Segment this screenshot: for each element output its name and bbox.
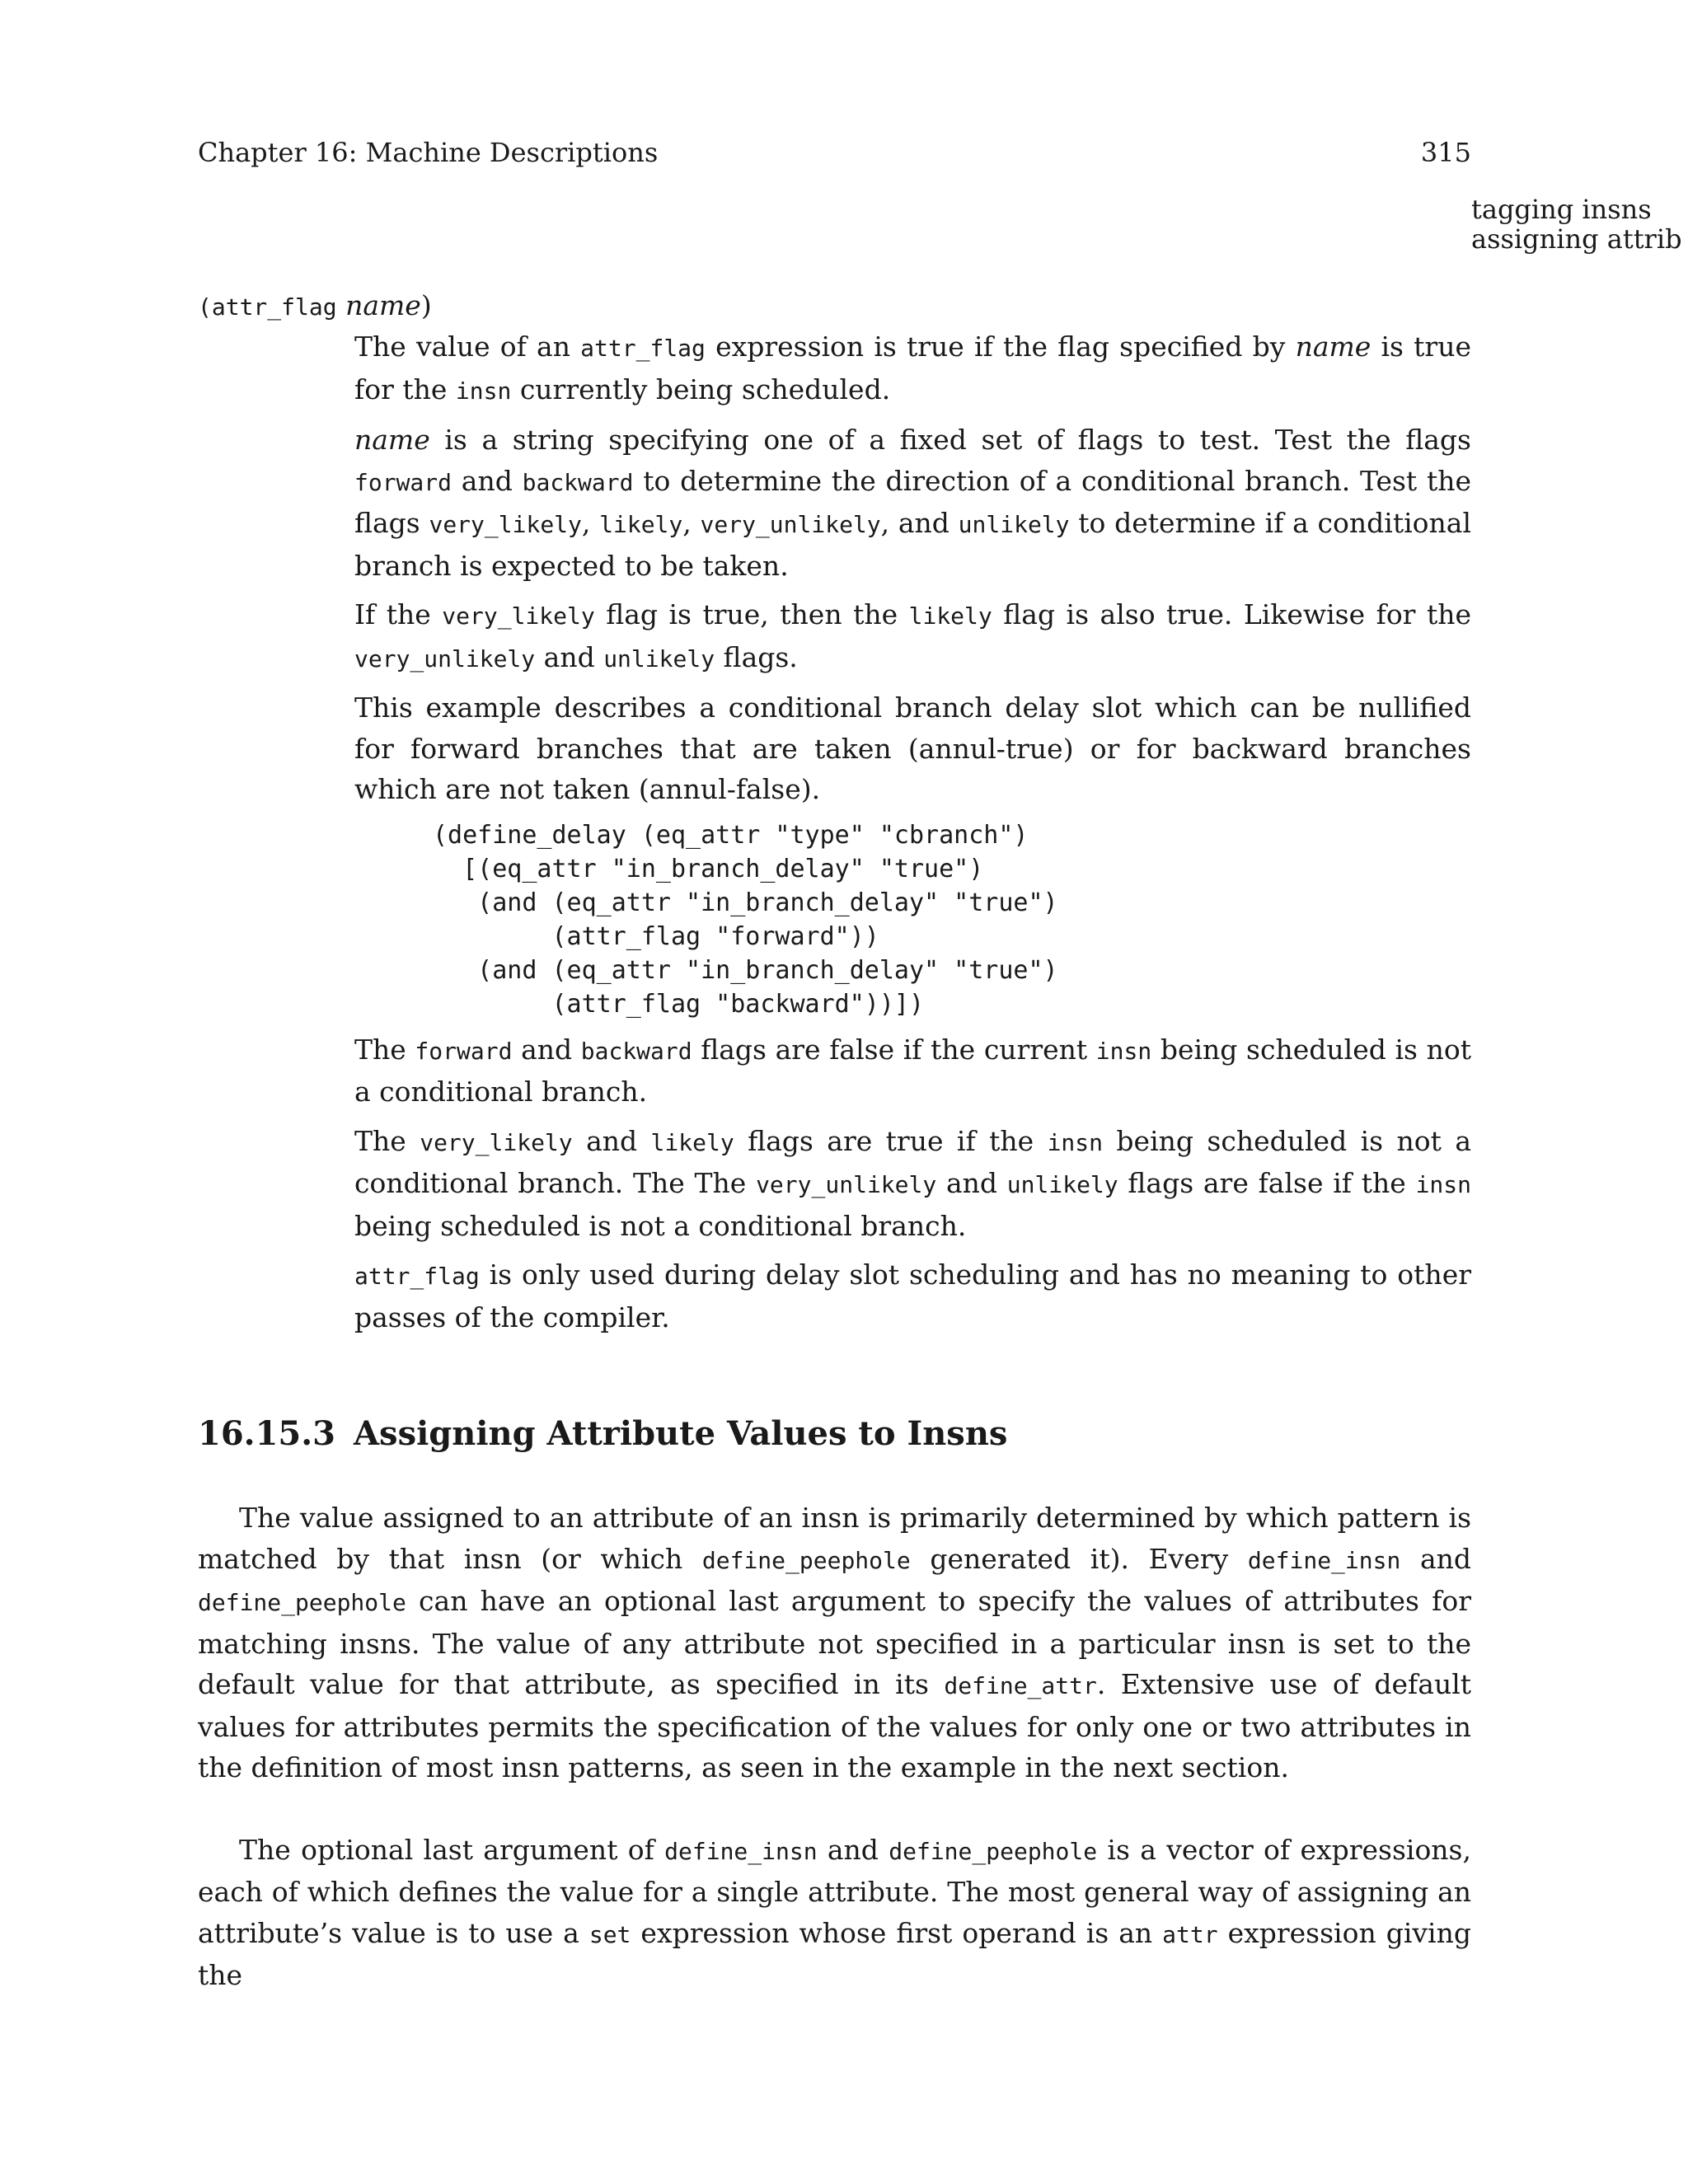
code-inline: backward bbox=[580, 1037, 692, 1065]
page-number: 315 bbox=[1420, 137, 1471, 168]
code-inline: very_unlikely bbox=[354, 644, 536, 673]
margin-index-entry: assigning attrib bbox=[1471, 223, 1682, 254]
code-inline: very_likely bbox=[429, 511, 582, 538]
term-close: ) bbox=[420, 289, 432, 321]
code-inline: backward bbox=[522, 468, 634, 496]
section-heading bbox=[198, 1413, 1471, 1455]
margin-index-entries bbox=[1471, 194, 1688, 254]
code-inline: insn bbox=[1095, 1037, 1152, 1065]
code-inline: define_peephole bbox=[701, 1546, 911, 1574]
body-paragraph: The optional last argument of define_insn and define_peephole is a vector of expressions, each of which defines the value for a single attribute. The most general way of assigning an attribute’s value is to use a set expression whose first operand is an attr expression giving the bbox=[198, 1833, 1471, 1991]
code-inline: attr_flag bbox=[580, 335, 706, 362]
definition-paragraph: If the very_likely flag is true, then the likely flag is also true. Likewise for the very_unlikely and unlikely flags. bbox=[354, 598, 1471, 673]
body-paragraph: The value assigned to an attribute of an insn is primarily determined by which pattern is matched by that insn (or which define_peephole generated it). Every define_insn and define_peephole can have an optional last argument to specify the values of attributes for matching insns. The value of any attribute not specified in a particular insn is set to the default value for that attribute, as specified in its define_attr. Extensive use of default values for attributes permits the specification of the values for only one or two attributes in the definition of most insn patterns, as seen in the example in the next section. bbox=[198, 1502, 1472, 1783]
code-inline: define_peephole bbox=[198, 1589, 406, 1616]
code-inline: very_unlikely bbox=[700, 511, 881, 538]
variable-inline: name bbox=[1295, 330, 1372, 363]
code-inline: insn bbox=[455, 377, 512, 405]
running-header bbox=[198, 132, 1471, 173]
code-inline: insn bbox=[1047, 1128, 1103, 1156]
section-title: Assigning Attribute Values to Insns bbox=[354, 1414, 1008, 1453]
definition-body bbox=[354, 326, 1471, 1338]
definition-paragraph: The forward and backward flags are false if the current insn being scheduled is not a conditional branch. bbox=[354, 1033, 1471, 1108]
chapter-title: Chapter 16: Machine Descriptions bbox=[198, 137, 659, 168]
code-inline: attr bbox=[1162, 1920, 1218, 1948]
term-variable: name bbox=[345, 289, 421, 321]
code-inline: unlikely bbox=[603, 644, 715, 673]
definition-paragraph: This example describes a conditional branch delay slot which can be nullified for forward branches that are taken (annul-true) or for backward branches which are not taken (annul-false). bbox=[354, 691, 1471, 805]
definition-term bbox=[198, 285, 1471, 326]
definition-paragraph: name is a string specifying one of a fixed set of flags to test. Test the flags forward and backward to determine the direction of a conditional branch. Test the flags very_likely, likely, very_unlikely, and unlikely to determine if a conditional branch is expected to be taken. bbox=[354, 424, 1471, 582]
code-inline: define_insn bbox=[1247, 1546, 1401, 1574]
body-text bbox=[198, 285, 1471, 2037]
definition-paragraph: The value of an attr_flag expression is true if the flag specified by name is true for the insn currently being scheduled. bbox=[354, 330, 1471, 405]
code-inline: define_attr bbox=[944, 1672, 1097, 1699]
section-number: 16.15.3 bbox=[198, 1414, 336, 1453]
code-inline: unlikely bbox=[958, 511, 1070, 538]
variable-inline: name bbox=[354, 424, 430, 456]
code-inline: set bbox=[588, 1920, 631, 1948]
code-inline: very_unlikely bbox=[756, 1171, 937, 1198]
code-inline: attr_flag bbox=[354, 1263, 480, 1290]
code-example: (define_delay (eq_attr "type" "cbranch") [(eq_attr "in_branch_delay" "true") (and (eq_attr "in_branch_delay" "true") (attr_flag "forward")) (and (eq_attr "in_branch_delay" "true") (attr_flag "backward"))]) bbox=[433, 820, 1058, 1019]
code-inline: insn bbox=[1415, 1171, 1471, 1198]
definition-paragraph: The very_likely and likely flags are true if the insn being scheduled is not a conditional branch. The The very_unlikely and unlikely flags are false if the insn being scheduled is not a conditional branch. bbox=[354, 1124, 1471, 1242]
margin-index-entry: tagging insns bbox=[1471, 194, 1652, 225]
code-inline: forward bbox=[354, 468, 452, 496]
code-inline: define_insn bbox=[664, 1837, 818, 1865]
code-inline: unlikely bbox=[1006, 1171, 1118, 1198]
code-inline: likely bbox=[908, 602, 992, 630]
code-inline: very_likely bbox=[420, 1128, 573, 1156]
code-inline: forward bbox=[415, 1037, 513, 1065]
term-code: (attr_flag bbox=[198, 293, 337, 321]
code-inline: likely bbox=[650, 1128, 734, 1156]
definition-paragraph: attr_flag is only used during delay slot scheduling and has no meaning to other passes of the compiler. bbox=[354, 1258, 1471, 1333]
code-inline: likely bbox=[599, 511, 683, 538]
code-inline: very_likely bbox=[442, 602, 595, 630]
code-inline: define_peephole bbox=[889, 1837, 1098, 1865]
